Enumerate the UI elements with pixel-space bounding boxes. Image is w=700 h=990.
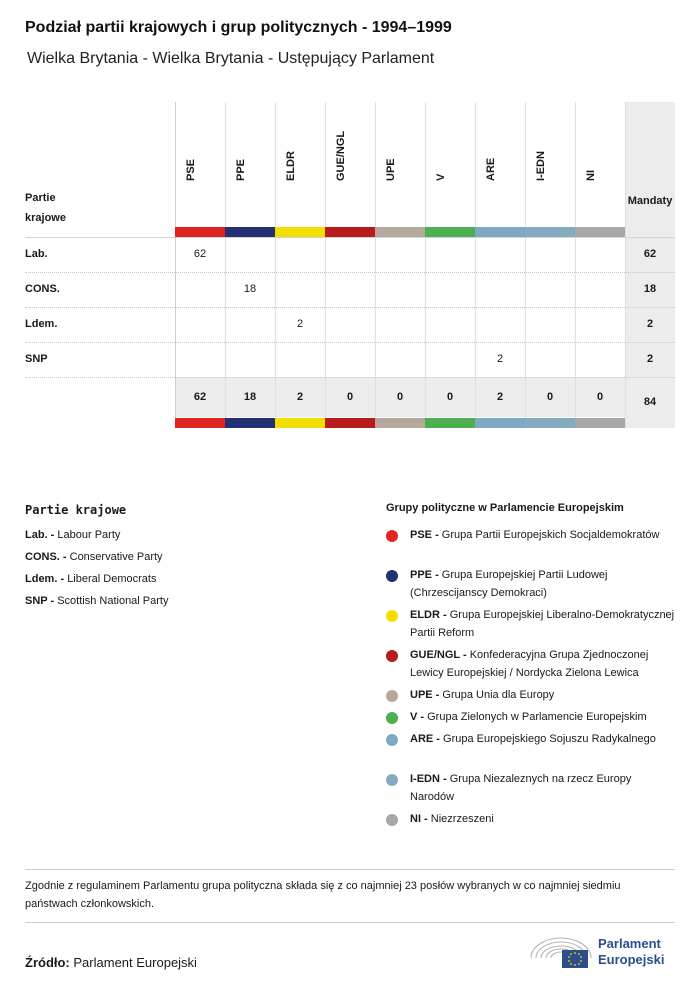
party-row-label: Lab.	[25, 248, 48, 260]
group-abbreviation: V -	[410, 711, 425, 723]
source-line	[25, 955, 197, 970]
source-value: Parlament Europejski	[73, 955, 197, 970]
group-color-bar	[325, 227, 375, 237]
party-abbreviation: CONS. -	[25, 551, 67, 563]
group-color-bar	[375, 227, 425, 237]
group-color-bar	[225, 227, 275, 237]
group-code-label: GUE/NGL	[335, 130, 347, 181]
group-color-dot-icon	[386, 650, 398, 662]
seat-distribution-table	[25, 102, 675, 428]
seat-cell: 62	[193, 248, 207, 260]
national-parties-legend-title: Partie krajowe	[25, 503, 127, 517]
group-color-bar	[425, 418, 475, 428]
row-total-cell: 2	[646, 318, 654, 330]
group-column-header	[425, 102, 475, 237]
group-name: Grupa Europejskiej Partii Ludowej (Chrzescijanscy Demokraci)	[410, 569, 608, 599]
group-code-label: V	[435, 173, 447, 181]
row-total-cell: 62	[643, 248, 657, 260]
group-color-dot-icon	[386, 814, 398, 826]
group-color-bar	[475, 227, 525, 237]
group-name: Grupa Europejskiego Sojuszu Radykalnego	[443, 733, 656, 745]
group-total-cell: 2	[496, 391, 504, 403]
row-divider	[25, 272, 675, 273]
group-color-bar	[575, 418, 625, 428]
party-name: Liberal Democrats	[67, 573, 157, 585]
group-color-bar	[475, 418, 525, 428]
row-divider	[25, 342, 675, 343]
group-name: Grupa Niezaleznych na rzecz Europy Narodów	[410, 773, 632, 803]
group-color-dot-icon	[386, 712, 398, 724]
group-color-bar	[175, 227, 225, 237]
divider	[25, 869, 675, 870]
group-total-cell: 0	[596, 391, 604, 403]
group-column-header	[375, 102, 425, 237]
group-code-label: ARE	[485, 157, 497, 181]
group-column-header	[525, 102, 575, 237]
national-party-legend-item	[25, 551, 163, 563]
mandates-column-header: Mandaty	[627, 195, 673, 207]
party-row-label: SNP	[25, 353, 48, 365]
group-color-bar	[525, 227, 575, 237]
group-color-bar	[175, 418, 225, 428]
national-party-legend-item	[25, 573, 156, 585]
group-abbreviation: PSE -	[410, 529, 439, 541]
group-abbreviation: UPE -	[410, 689, 440, 701]
group-color-dot-icon	[386, 774, 398, 786]
group-code-label: I-EDN	[535, 151, 547, 181]
group-code-label: ELDR	[285, 151, 297, 181]
group-color-bar	[375, 418, 425, 428]
party-abbreviation: Lab. -	[25, 529, 55, 541]
party-name: Scottish National Party	[57, 595, 169, 607]
group-color-dot-icon	[386, 690, 398, 702]
party-name: Labour Party	[57, 529, 121, 541]
group-total-cell: 62	[193, 391, 207, 403]
group-abbreviation: ARE -	[410, 733, 440, 745]
party-row-label: CONS.	[25, 283, 60, 295]
parliament-hemicycle-icon	[528, 932, 594, 972]
group-name: Niezrzeszeni	[430, 813, 494, 825]
group-total-cell: 18	[243, 391, 257, 403]
group-name: Konfederacyjna Grupa Zjednoczonej Lewicy Europejskiej / Nordycka Zielona Lewica	[410, 649, 649, 679]
group-color-bar	[525, 418, 575, 428]
group-abbreviation: NI -	[410, 813, 428, 825]
party-abbreviation: SNP -	[25, 595, 55, 607]
group-name: Grupa Unia dla Europy	[442, 689, 555, 701]
group-column-header	[275, 102, 325, 237]
group-color-bar	[575, 227, 625, 237]
party-name: Conservative Party	[69, 551, 163, 563]
seat-cell: 2	[496, 353, 504, 365]
group-color-bar	[225, 418, 275, 428]
group-name: Grupa Europejskiej Liberalno-Demokratycznej Partii Reform	[410, 609, 675, 639]
party-abbreviation: Ldem. -	[25, 573, 65, 585]
footnote: Zgodnie z regulaminem Parlamentu grupa polityczna składa się z co najmniej 23 posłów wybranych w co najmniej siedmiu państwach członkowskich.	[25, 880, 621, 910]
row-total-cell: 18	[643, 283, 657, 295]
group-name: Grupa Zielonych w Parlamencie Europejskim	[427, 711, 647, 723]
page-subtitle: Wielka Brytania - Wielka Brytania - Ustępujący Parlament	[27, 50, 435, 67]
group-abbreviation: GUE/NGL -	[410, 649, 467, 661]
source-label: Źródło:	[25, 955, 70, 970]
group-total-cell: 0	[446, 391, 454, 403]
group-color-bar	[275, 418, 325, 428]
group-name: Grupa Partii Europejskich Socjaldemokratów	[441, 529, 660, 541]
column-divider	[625, 102, 626, 428]
group-code-label: PSE	[185, 158, 197, 181]
group-color-dot-icon	[386, 610, 398, 622]
group-code-label: PPE	[235, 158, 247, 181]
grand-total-cell: 84	[643, 396, 657, 408]
group-total-cell: 0	[546, 391, 554, 403]
group-column-header	[575, 102, 625, 237]
group-column-header	[175, 102, 225, 237]
row-total-cell: 2	[646, 353, 654, 365]
group-abbreviation: PPE -	[410, 569, 439, 581]
group-color-bar	[275, 227, 325, 237]
group-abbreviation: ELDR -	[410, 609, 447, 621]
group-total-cell: 0	[396, 391, 404, 403]
group-abbreviation: I-EDN -	[410, 773, 447, 785]
group-total-cell: 2	[296, 391, 304, 403]
row-divider	[25, 377, 675, 378]
group-column-header	[225, 102, 275, 237]
divider	[25, 922, 675, 923]
national-party-legend-item	[25, 529, 120, 541]
row-divider	[25, 307, 675, 308]
group-color-dot-icon	[386, 570, 398, 582]
page-title: Podział partii krajowych i grup politycznych - 1994–1999	[25, 19, 452, 36]
logo-text: Parlament Europejski	[598, 936, 665, 967]
group-color-dot-icon	[386, 734, 398, 746]
header-divider	[25, 237, 675, 238]
group-color-dot-icon	[386, 530, 398, 542]
mandates-column-background	[625, 102, 675, 428]
seat-cell: 18	[243, 283, 257, 295]
group-total-cell: 0	[346, 391, 354, 403]
group-column-header	[475, 102, 525, 237]
group-code-label: NI	[585, 170, 597, 181]
national-party-legend-item	[25, 595, 168, 607]
party-column-header: Partie krajowe	[25, 192, 66, 224]
party-row-label: Ldem.	[25, 318, 58, 330]
seat-cell: 2	[296, 318, 304, 330]
group-column-header	[325, 102, 375, 237]
european-parliament-logo	[528, 932, 678, 972]
group-color-bar	[425, 227, 475, 237]
group-code-label: UPE	[385, 158, 397, 181]
political-groups-legend-title: Grupy polityczne w Parlamencie Europejskim	[386, 502, 624, 514]
group-color-bar	[325, 418, 375, 428]
